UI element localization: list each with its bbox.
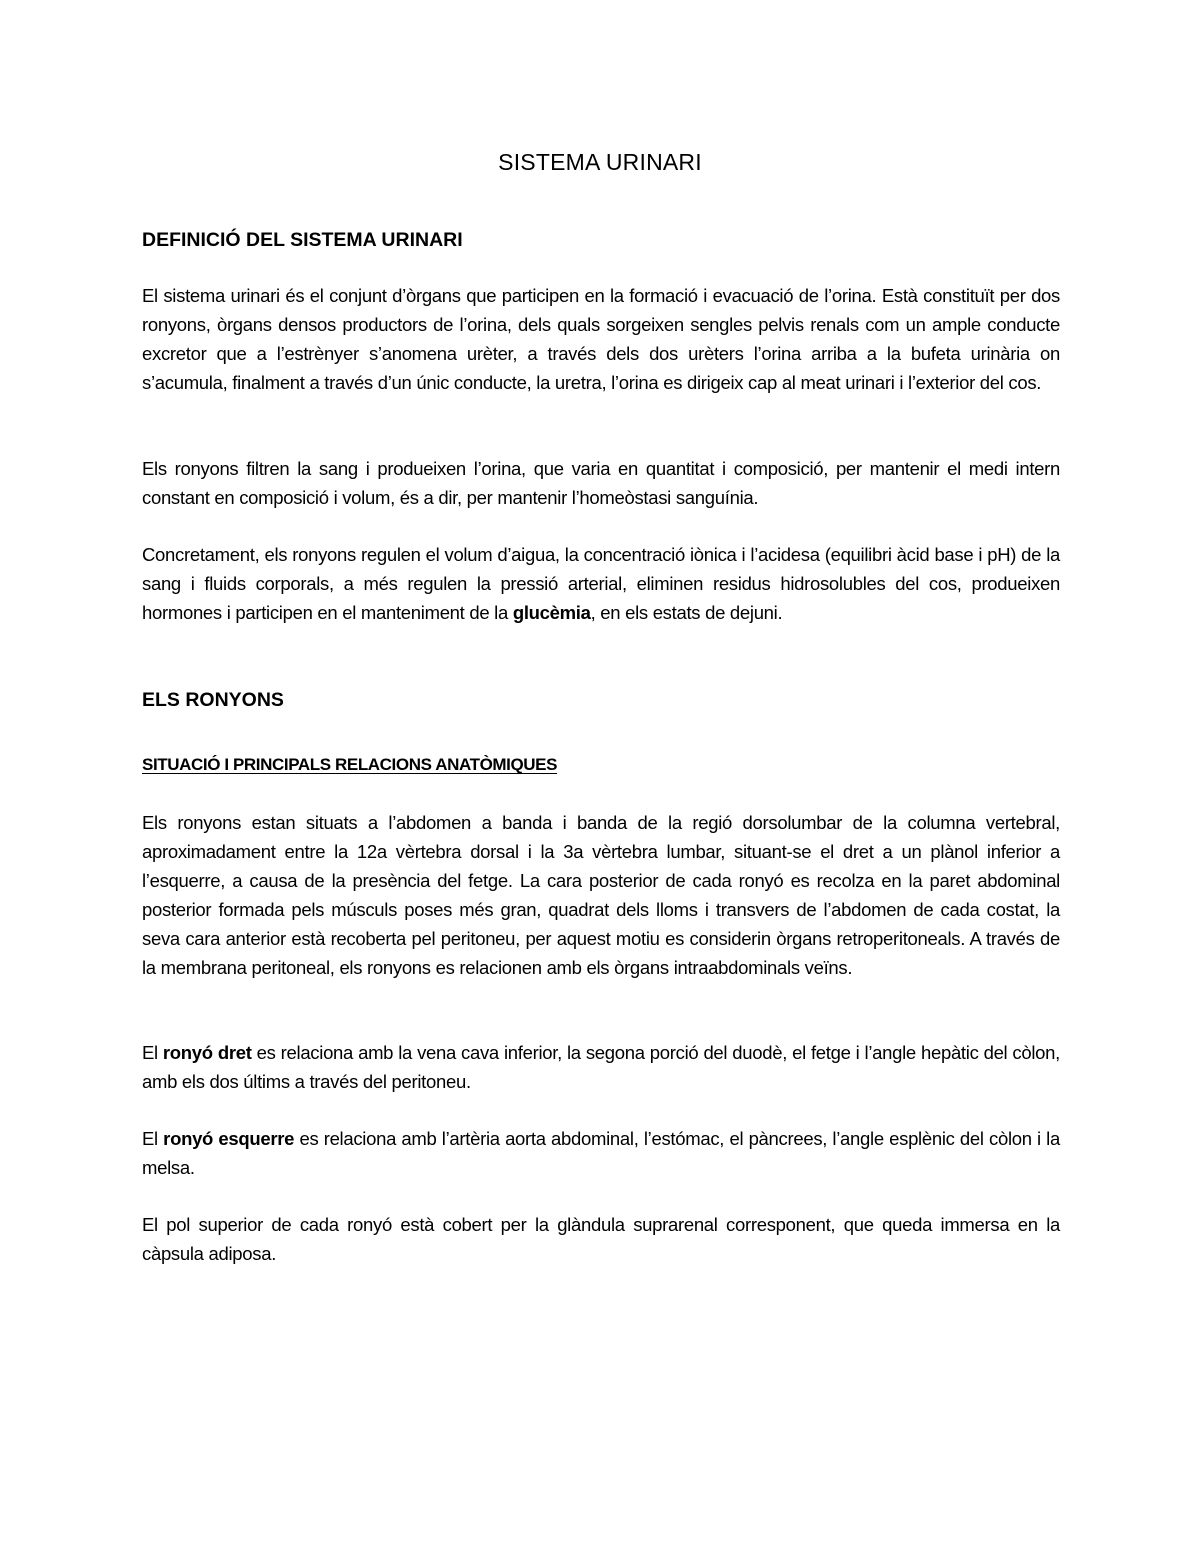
- paragraph-pol-superior: El pol superior de cada ronyó està cobert per la glàndula suprarenal corresponent, que queda immersa en la càpsula adiposa.: [142, 1214, 1060, 1264]
- section-heading-definicio: DEFINICIÓ DEL SISTEMA URINARI: [142, 229, 463, 251]
- paragraph-definicio: El sistema urinari és el conjunt d’òrgans que participen en la formació i evacuació de l’orina. Està constituït per dos ronyons, òrgans densos productors de l’orina, dels quals sorgeixen sengles pelvis renals com un ample conducte excretor que a l’estrènyer s’anomena urèter, a través dels dos urèters l’orina arriba a la bufeta urinària on s’acumula, finalment a través d’un únic conducte, la uretra, l’orina es dirigeix cap al meat urinari i l’exterior del cos.: [142, 285, 1060, 393]
- paragraph-ronyo-esquerre: [142, 1124, 1060, 1182]
- section-heading-ronyons: ELS RONYONS: [142, 689, 284, 711]
- paragraph-text: El: [142, 1042, 163, 1063]
- paragraph-ronyo-dret: [142, 1038, 1060, 1096]
- bold-term-ronyo-dret: ronyó dret: [162, 1042, 252, 1063]
- bold-term-glucemia: glucèmia: [512, 602, 591, 623]
- subsection-heading-situacio: SITUACIÓ I PRINCIPALS RELACIONS ANATÒMIQUES: [142, 755, 558, 774]
- paragraph-text: es relaciona amb la vena cava inferior, la segona porció del duodè, el fetge i l’angle hepàtic del còlon, amb els dos últims a través del peritoneu.: [142, 1042, 1060, 1092]
- paragraph-text: Concretament, els ronyons regulen el volum d’aigua, la concentració iònica i l’acidesa (equilibri àcid base i pH) de la sang i fluids corporals, a més regulen la pressió arterial, eliminen residus hidrosolubles del cos, produeixen hormones i participen en el manteniment de la: [142, 544, 1060, 623]
- page-title: SISTEMA URINARI: [498, 149, 702, 175]
- paragraph-text: es relaciona amb l’artèria aorta abdominal, l’estómac, el pàncrees, l’angle esplènic del còlon i la melsa.: [142, 1128, 1060, 1178]
- paragraph-filtren: Els ronyons filtren la sang i produeixen l’orina, que varia en quantitat i composició, per mantenir el medi intern constant en composició i volum, és a dir, per mantenir l’homeòstasi sanguínia.: [142, 458, 1060, 508]
- bold-term-ronyo-esquerre: ronyó esquerre: [163, 1128, 295, 1149]
- paragraph-text: El: [142, 1128, 164, 1149]
- paragraph-situacio: Els ronyons estan situats a l’abdomen a banda i banda de la regió dorsolumbar de la columna vertebral, aproximadament entre la 12a vèrtebra dorsal i la 3a vèrtebra lumbar, situant-se el dret a un plànol inferior a l’esquerre, a causa de la presència del fetge. La cara posterior de cada ronyó es recolza en la paret abdominal posterior formada pels músculs poses més gran, quadrat dels lloms i transvers de l’abdomen de cada costat, la seva cara anterior està recoberta pel peritoneu, per aquest motiu es considerin òrgans retroperitoneals. A través de la membrana peritoneal, els ronyons es relacionen amb els òrgans intraabdominals veïns.: [142, 812, 1060, 978]
- paragraph-text: , en els estats de dejuni.: [590, 602, 783, 623]
- paragraph-concretament: [142, 540, 1060, 627]
